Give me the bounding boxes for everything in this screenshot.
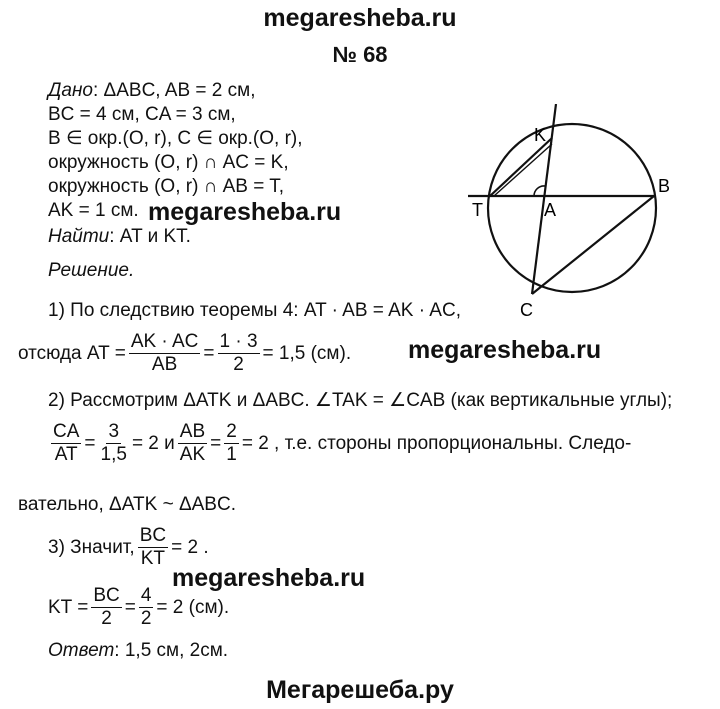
kt-fraction-2-den: 2 [140,608,152,629]
given-line-3: B ∈ окр.(O, r), C ∈ окр.(O, r), [48,128,303,149]
segment-tk-inner [494,144,552,196]
answer-line [48,640,228,662]
step3-prefix: 3) Значит, [48,536,135,558]
problem-number: № 68 [332,42,388,67]
circle-o [488,124,656,292]
step2-fraction-2-den: 1,5 [100,444,127,465]
step2-fraction-4-den: 1 [226,444,237,465]
label-c: C [520,300,533,320]
step2-fraction-3-den: AK [179,444,206,465]
step1-formula [18,332,351,375]
find-text: : AT и KT. [109,226,191,247]
angle-arc-tak [534,186,545,196]
step1-fraction-2-den: 2 [233,354,244,375]
step1-line: 1) По следствию теоремы 4: AT · AB = AK · AC, [48,300,461,321]
step2-fraction-2 [99,422,129,465]
step2-eq-3: = [210,432,222,454]
step2-eq-1: = [84,432,96,454]
kt-formula [48,586,229,629]
step2-tail: = 2 , т.е. стороны пропорциональны. Следо- [241,432,632,454]
label-a: A [544,200,557,220]
step2-fraction-3-num: AB [179,421,206,442]
find-label: Найти [48,226,110,247]
step2-fraction-4-num: 2 [226,421,237,442]
watermark-3: megaresheba.ru [172,564,366,592]
step1-eq: = [203,342,215,364]
solution-label: Решение. [48,260,135,281]
label-t: T [472,200,483,220]
given-text-1: : ΔABC, AB = 2 см, [92,80,256,101]
answer-text: : 1,5 см, 2см. [114,640,229,661]
step2-eq-2: = 2 и [131,432,175,454]
step2-fraction-1-num: CA [53,421,80,442]
kt-fraction-1-den: 2 [101,608,112,629]
step1-fraction-1 [129,332,201,375]
given-line-5: окружность (O, r) ∩ AB = T, [48,176,285,197]
step1-result: = 1,5 (см). [262,342,352,364]
kt-prefix: KT = [48,596,89,618]
step3-fraction-den: KT [140,548,166,569]
step1-fraction-1-den: AB [151,354,178,375]
kt-fraction-2 [139,586,154,629]
kt-fraction-2-num: 4 [140,585,152,606]
given-line-2: BC = 4 см, CA = 3 см, [48,104,236,125]
watermark-2: megaresheba.ru [408,336,602,364]
step1-fraction-2 [218,332,260,375]
step1-fraction-2-num: 1 · 3 [219,331,258,352]
kt-fraction-1 [91,586,121,629]
label-k: K [534,125,547,145]
site-footer: Мегарешеба.ру [266,676,454,704]
step2-fraction-1 [51,422,81,465]
step2-line: 2) Рассмотрим ΔATK и ΔABC. ∠TAK = ∠CAB (как вертикальные углы); [48,390,673,411]
step3-fraction [138,526,168,569]
given-line-6: AK = 1 см. [48,200,139,221]
site-header: megaresheba.ru [263,4,457,32]
step2-continuation: вательно, ΔATK ~ ΔABC. [18,494,236,515]
answer-label: Ответ [48,640,115,661]
kt-tail: = 2 (см). [156,596,230,618]
step3-fraction-num: BC [139,525,167,546]
geometry-figure [468,104,678,324]
step3-formula [48,526,209,569]
given-line-1 [48,80,255,102]
given-label: Дано [48,80,93,101]
step2-fraction-3 [178,422,207,465]
step3-tail: = 2 . [171,536,209,558]
step2-fraction-1-den: AT [54,444,78,465]
given-line-4: окружность (O, r) ∩ AC = K, [48,152,289,173]
kt-eq: = [124,596,136,618]
find-line [48,226,191,248]
step2-fraction-2-num: 3 [108,421,120,442]
step1-fraction-1-num: AK · AC [130,331,199,352]
watermark-1: megaresheba.ru [148,198,342,226]
step2-fraction-4 [224,422,239,465]
step1-prefix: отсюда AT = [18,342,126,364]
label-b: B [658,176,671,196]
step2-formula [48,422,631,465]
kt-fraction-1-num: BC [93,585,120,606]
